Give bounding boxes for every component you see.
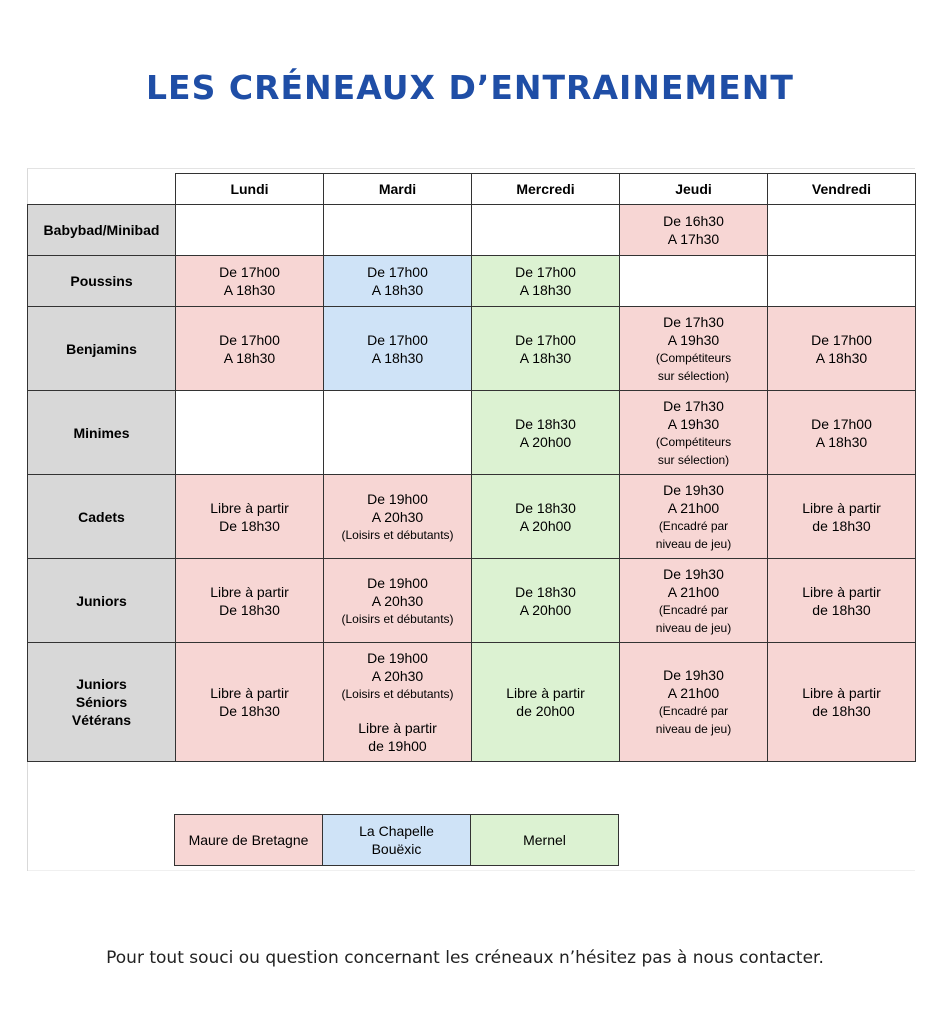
category-label: Babybad/Minibad <box>28 205 176 256</box>
category-label: Poussins <box>28 256 176 307</box>
slot-time: De 17h00 A 18h30 <box>811 415 872 450</box>
slot-time: De 17h30 A 19h30 <box>663 397 724 432</box>
category-label: Juniors <box>28 559 176 643</box>
slot-cell-vendredi <box>768 475 916 559</box>
slot-cell-mardi <box>324 205 472 256</box>
slot-cell-jeudi <box>620 391 768 475</box>
slot-cell-lundi <box>176 643 324 762</box>
slot-note: (Compétiteurs sur sélection) <box>655 350 732 383</box>
slot-cell-mardi <box>324 256 472 307</box>
slot-time: De 19h30 A 21h00 <box>663 481 724 516</box>
slot-time: Libre à partir De 18h30 <box>210 583 289 618</box>
slot-time: De 18h30 A 20h00 <box>515 583 576 618</box>
slot-cell-jeudi <box>620 643 768 762</box>
slot-time: De 18h30 A 20h00 <box>515 499 576 534</box>
category-label: Minimes <box>28 391 176 475</box>
slot-cell-vendredi <box>768 643 916 762</box>
category-label: Cadets <box>28 475 176 559</box>
slot-time: De 17h00 A 18h30 <box>367 264 428 298</box>
slot-cell-mardi <box>324 391 472 475</box>
slot-cell-jeudi <box>620 307 768 391</box>
slot-cell-vendredi <box>768 391 916 475</box>
slot-cell-mercredi <box>472 643 620 762</box>
slot-note: (Loisirs et débutants) <box>341 527 454 542</box>
slot-cell-mardi <box>324 475 472 559</box>
slot-cell-jeudi <box>620 559 768 643</box>
slot-time: De 17h00 A 18h30 <box>515 264 576 298</box>
slot-note: (Compétiteurs sur sélection) <box>655 434 732 467</box>
slot-cell-mercredi <box>472 475 620 559</box>
slot-note: (Encadré par niveau de jeu) <box>655 518 732 551</box>
slot-cell-jeudi <box>620 205 768 256</box>
day-header-mercredi: Mercredi <box>472 174 620 205</box>
slot-note: (Encadré par niveau de jeu) <box>655 602 732 635</box>
legend-item: Mernel <box>471 815 619 866</box>
slot-time: Libre à partir De 18h30 <box>210 685 289 719</box>
slot-note: (Loisirs et débutants) <box>341 687 454 701</box>
slot-time: Libre à partir de 18h30 <box>802 499 881 534</box>
slot-cell-lundi <box>176 205 324 256</box>
schedule-row <box>28 643 916 762</box>
day-header-lundi: Lundi <box>176 174 324 205</box>
schedule-row <box>28 559 916 643</box>
slot-cell-jeudi <box>620 256 768 307</box>
day-header-mardi: Mardi <box>324 174 472 205</box>
slot-cell-lundi <box>176 475 324 559</box>
schedule-row <box>28 475 916 559</box>
slot-time: De 17h30 A 19h30 <box>663 313 724 348</box>
slot-cell-vendredi <box>768 205 916 256</box>
schedule-row <box>28 205 916 256</box>
slot-cell-mardi <box>324 559 472 643</box>
slot-time: Libre à partir de 20h00 <box>506 685 585 719</box>
corner-cell <box>28 174 176 205</box>
slot-note: (Loisirs et débutants) <box>341 611 454 626</box>
day-header-jeudi: Jeudi <box>620 174 768 205</box>
slot-time: Libre à partir De 18h30 <box>210 499 289 534</box>
legend-item: Maure de Bretagne <box>175 815 323 866</box>
slot-cell-vendredi <box>768 559 916 643</box>
slot-time: De 19h30 A 21h00 <box>663 667 724 701</box>
page-title: LES CRÉNEAUX D’ENTRAINEMENT <box>146 68 794 107</box>
slot-cell-vendredi <box>768 256 916 307</box>
slot-time: Libre à partir de 18h30 <box>802 685 881 719</box>
slot-cell-jeudi <box>620 475 768 559</box>
slot-time: De 16h30 A 17h30 <box>663 213 724 247</box>
legend-table <box>174 814 619 866</box>
slot-cell-vendredi <box>768 307 916 391</box>
footer-note: Pour tout souci ou question concernant les créneaux n’hésitez pas à nous contacter. <box>106 948 824 968</box>
slot-cell-mercredi <box>472 391 620 475</box>
slot-time: De 17h00 A 18h30 <box>219 264 280 298</box>
slot-cell-mercredi <box>472 256 620 307</box>
slot-time: De 17h00 A 18h30 <box>367 331 428 366</box>
slot-time: De 19h00 A 20h30 <box>367 490 428 525</box>
slot-time: De 17h00 A 18h30 <box>219 331 280 366</box>
slot-cell-mercredi <box>472 307 620 391</box>
slot-time: Libre à partir de 18h30 <box>802 583 881 618</box>
slot-cell-lundi <box>176 256 324 307</box>
day-header-vendredi: Vendredi <box>768 174 916 205</box>
slot-cell-lundi <box>176 559 324 643</box>
schedule-table <box>27 173 916 762</box>
slot-cell-mercredi <box>472 205 620 256</box>
schedule-row <box>28 391 916 475</box>
slot-cell-lundi <box>176 391 324 475</box>
category-label: Benjamins <box>28 307 176 391</box>
schedule-row <box>28 307 916 391</box>
slot-time: De 17h00 A 18h30 <box>515 331 576 366</box>
category-label: Juniors Séniors Vétérans <box>28 643 176 762</box>
legend-row <box>175 815 619 866</box>
slot-note: (Encadré par niveau de jeu) <box>655 704 732 736</box>
slot-time: De 19h30 A 21h00 <box>663 565 724 600</box>
slot-time: De 19h00 A 20h30 <box>367 574 428 609</box>
slot-cell-mardi <box>324 643 472 762</box>
slot-cell-mercredi <box>472 559 620 643</box>
slot-extra: Libre à partir de 19h00 <box>358 720 437 754</box>
slot-cell-lundi <box>176 307 324 391</box>
slot-time: De 17h00 A 18h30 <box>811 331 872 366</box>
legend-item: La Chapelle Bouëxic <box>323 815 471 866</box>
slot-cell-mardi <box>324 307 472 391</box>
slot-time: De 18h30 A 20h00 <box>515 415 576 450</box>
schedule-row <box>28 256 916 307</box>
slot-time: De 19h00 A 20h30 <box>367 650 428 684</box>
slot-spacer <box>324 703 471 719</box>
header-row <box>28 174 916 205</box>
